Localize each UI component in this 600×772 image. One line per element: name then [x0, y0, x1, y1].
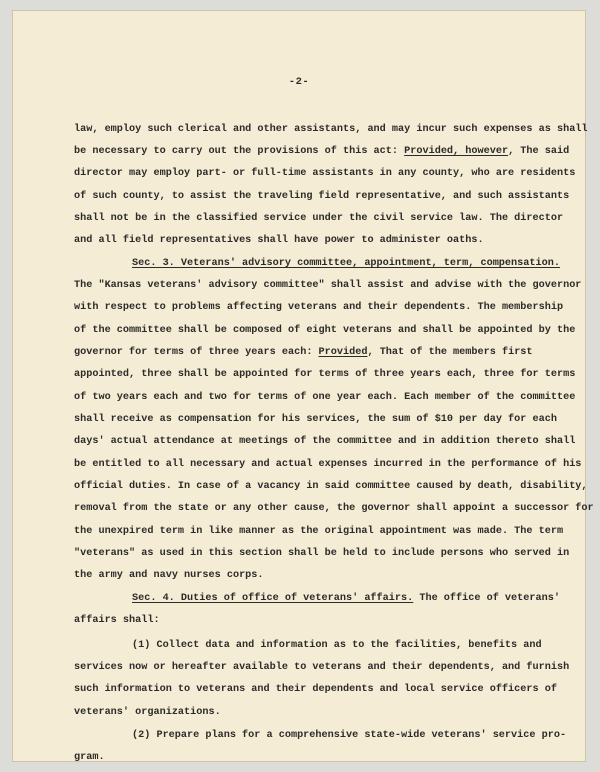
- text-line: the unexpired term in like manner as the original appointment was made. The term: [74, 526, 564, 537]
- item-2: (2) Prepare plans for a comprehensive state-wide veterans' service pro-: [132, 730, 567, 741]
- text-line: such information to veterans and their dependents and local service officers of: [74, 684, 557, 695]
- text-line: gram.: [74, 752, 105, 763]
- provided-emphasis: Provided: [318, 347, 368, 358]
- page-number: -2-: [288, 76, 310, 88]
- text-line: appointed, three shall be appointed for terms of three years each, three for terms: [74, 369, 576, 380]
- text-line: of such county, to assist the traveling field representative, and such assistants: [74, 191, 570, 202]
- text-line: veterans' organizations.: [74, 707, 221, 718]
- text-line: shall receive as compensation for his services, the sum of $10 per day for each: [74, 414, 557, 425]
- text-line: law, employ such clerical and other assistants, and may incur such expenses as shall: [74, 124, 588, 135]
- text-line: official duties. In case of a vacancy in said committee caused by death, disability,: [74, 481, 588, 492]
- text-line: removal from the state or any other cause, the governor shall appoint a successor for: [74, 503, 594, 514]
- text-line: the army and navy nurses corps.: [74, 570, 264, 581]
- text-line: governor for terms of three years each: Provided, That of the members first: [74, 347, 533, 358]
- text-line: be entitled to all necessary and actual expenses incurred in the performance of his: [74, 459, 582, 470]
- text-line: The "Kansas veterans' advisory committee" shall assist and advise with the governor: [74, 280, 582, 291]
- item-1: (1) Collect data and information as to the facilities, benefits and: [132, 640, 542, 651]
- text-line: and all field representatives shall have power to administer oaths.: [74, 235, 484, 246]
- section-3-heading: Sec. 3. Veterans' advisory committee, appointment, term, compensation.: [132, 258, 560, 269]
- document-page: [12, 10, 594, 763]
- text-line: shall not be in the classified service under the civil service law. The director: [74, 213, 564, 224]
- text-line: of two years each and two for terms of one year each. Each member of the committee: [74, 392, 576, 403]
- text-line: affairs shall:: [74, 615, 160, 626]
- provided-however-emphasis: Provided, however: [404, 146, 509, 157]
- text-line: "veterans" as used in this section shall be held to include persons who served in: [74, 548, 570, 559]
- section-4-heading: Sec. 4. Duties of office of veterans' affairs. The office of veterans': [132, 593, 560, 604]
- text-line: be necessary to carry out the provisions of this act: Provided, however, The said: [74, 146, 570, 157]
- text-line: of the committee shall be composed of eight veterans and shall be appointed by the: [74, 325, 576, 336]
- text-line: days' actual attendance at meetings of the committee and in addition thereto shall: [74, 436, 576, 447]
- text-line: director may employ part- or full-time assistants in any county, who are residents: [74, 168, 576, 179]
- text-line: services now or hereafter available to veterans and their dependents, and furnish: [74, 662, 570, 673]
- text-line: with respect to problems affecting veterans and their dependents. The membership: [74, 302, 564, 313]
